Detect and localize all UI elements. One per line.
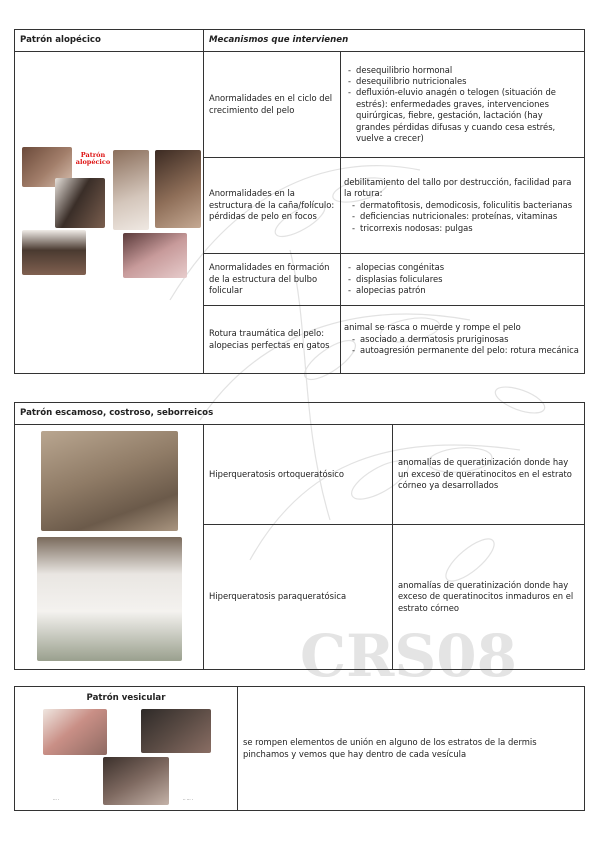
desc-item: - tricorrexis nodosas: pulgas: [350, 223, 579, 234]
watermark-text: CRS08: [300, 622, 517, 690]
row-desc-3: [341, 254, 585, 306]
row-desc-2: [341, 158, 585, 254]
desc-item: - deficiencias nutricionales: proteínas, vitaminas: [350, 211, 579, 222]
desc-item: - asociado a dermatosis pruriginosas: [350, 334, 579, 345]
photo-dog-back: [155, 150, 201, 228]
photo-caption-left: ··· ·: [53, 797, 60, 802]
vesicular-pattern-table: [14, 686, 585, 811]
scaly-pattern-table: [14, 402, 585, 670]
table3-desc: se rompen elementos de unión en alguno de los estratos de la dermis pinchamos y vemos que hay dentro de cada vesícula: [238, 687, 585, 811]
row-label-ortho: Hiperqueratosis ortoqueratósico: [204, 425, 393, 525]
photo-dog-side: [55, 178, 105, 228]
alopecic-pattern-table: [14, 29, 585, 374]
desc-item: - dermatofitosis, demodicosis, foliculitis bacterianas: [350, 200, 579, 211]
desc-item: - alopecias congénitas: [346, 262, 579, 273]
vesicular-photos-cell: [15, 687, 238, 811]
scaly-photos-cell: [15, 425, 204, 670]
table3-title: Patrón vesicular: [86, 693, 166, 703]
table2-title: Patrón escamoso, costroso, seborreicos: [15, 403, 585, 425]
desc-item: - displasias foliculares: [346, 274, 579, 285]
row-label-2: Anormalidades en la estructura de la caña/folículo: pérdidas de pelo en focos: [204, 158, 341, 254]
row-label-3: Anormalidades en formación de la estructura del bulbo folicular: [204, 254, 341, 306]
row-desc-4: [341, 306, 585, 374]
photo-scaly-white-dog: [37, 537, 182, 661]
photo-vesicle-2: [141, 709, 211, 753]
photo-label: Patrón alopécico: [75, 151, 111, 167]
row-desc-ortho: anomalías de queratinización donde hay un exceso de queratinocitos en el estrato córneo ya desarrollados: [393, 425, 585, 525]
photo-vesicle-1: [43, 709, 107, 755]
photo-dog-lying: [22, 230, 86, 275]
row-label-para: Hiperqueratosis paraqueratósica: [204, 525, 393, 670]
desc-item: - alopecias patrón: [346, 285, 579, 296]
photo-vesicle-3: [103, 757, 169, 805]
row-desc-1: [341, 52, 585, 158]
alopecic-photos-cell: [15, 52, 204, 374]
desc-intro: debilitamiento del tallo por destrucción, facilidad para la rotura:: [344, 177, 572, 199]
table1-subtitle: Mecanismos que intervienen: [204, 30, 585, 52]
row-label-1: Anormalidades en el ciclo del crecimiento del pelo: [204, 52, 341, 158]
row-label-4: Rotura traumática del pelo: alopecias perfectas en gatos: [204, 306, 341, 374]
photo-skin-closeup: [123, 233, 187, 278]
photo-dog-legs: [113, 150, 149, 230]
desc-intro: animal se rasca o muerde y rompe el pelo: [344, 322, 521, 333]
desc-item: - desequilibrio nutricionales: [346, 76, 579, 87]
row-desc-para: anomalías de queratinización donde hay exceso de queratinocitos inmaduros en el estrato córneo: [393, 525, 585, 670]
desc-item: - desequilibrio hormonal: [346, 65, 579, 76]
desc-item: - autoagresión permanente del pelo: rotura mecánica: [350, 345, 579, 356]
photo-caption-right: ·· ··· ·: [183, 797, 194, 802]
photo-scaly-dog-back: [41, 431, 178, 531]
desc-item: - defluxión-eluvio anagén o telogen (situación de estrés): enfermedades graves, intervenciones quirúrgicas, fiebre, gestación, lactación (hay grandes pérdidas difusas y cuando cesa estrés, vuelve a crecer): [346, 87, 579, 144]
table1-title: Patrón alopécico: [15, 30, 204, 52]
